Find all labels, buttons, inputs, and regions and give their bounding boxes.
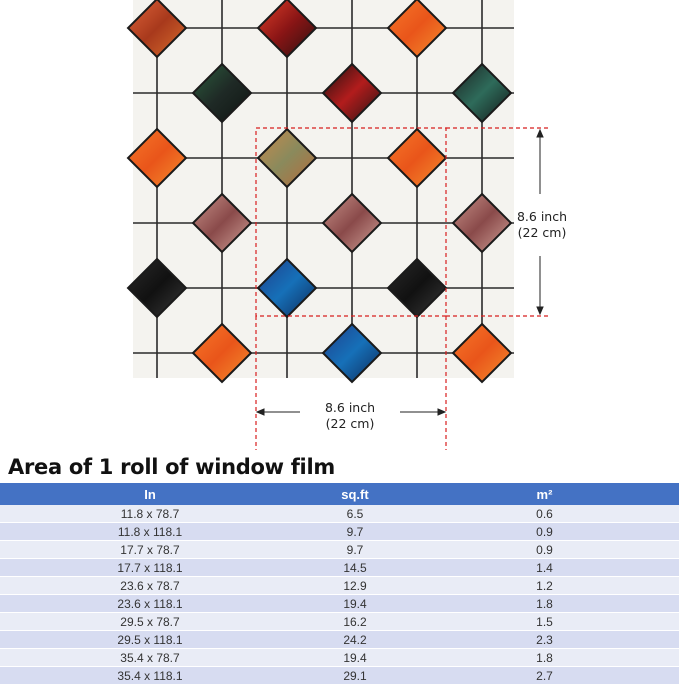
v-arrowhead-bottom — [537, 307, 543, 314]
cell-size: 35.4 x 78.7 — [0, 649, 300, 667]
cell-m2: 1.2 — [410, 577, 679, 595]
cell-m2: 1.4 — [410, 559, 679, 577]
table-row — [0, 559, 679, 577]
cell-m2: 2.7 — [410, 667, 679, 685]
table-row — [0, 577, 679, 595]
table-row — [0, 523, 679, 541]
column-header-in: In — [0, 483, 300, 505]
cell-size: 35.4 x 118.1 — [0, 667, 300, 685]
table-header-row — [0, 483, 679, 505]
cell-size: 17.7 x 78.7 — [0, 541, 300, 559]
cell-size: 11.8 x 118.1 — [0, 523, 300, 541]
cell-m2: 0.9 — [410, 541, 679, 559]
cell-sqft: 6.5 — [300, 505, 410, 523]
cell-sqft: 9.7 — [300, 523, 410, 541]
table-row — [0, 541, 679, 559]
cell-sqft: 29.1 — [300, 667, 410, 685]
h-arrowhead-left — [257, 409, 264, 415]
v-arrowhead-top — [537, 130, 543, 137]
table-row — [0, 595, 679, 613]
cell-sqft: 12.9 — [300, 577, 410, 595]
cell-m2: 1.8 — [410, 595, 679, 613]
column-header-m2: m² — [410, 483, 679, 505]
table-row — [0, 613, 679, 631]
vertical-dimension-label — [507, 209, 577, 241]
cell-sqft: 19.4 — [300, 649, 410, 667]
horizontal-dimension-inch: 8.6 inch — [324, 400, 376, 415]
vertical-dimension-inch: 8.6 inch — [516, 209, 568, 224]
cell-m2: 0.6 — [410, 505, 679, 523]
cell-m2: 0.9 — [410, 523, 679, 541]
table-row — [0, 631, 679, 649]
h-arrowhead-right — [438, 409, 445, 415]
cell-size: 23.6 x 78.7 — [0, 577, 300, 595]
table-title: Area of 1 roll of window film — [8, 455, 335, 479]
cell-sqft: 9.7 — [300, 541, 410, 559]
pattern-background — [133, 0, 514, 378]
cell-size: 11.8 x 78.7 — [0, 505, 300, 523]
roll-area-table — [0, 483, 679, 685]
cell-m2: 1.8 — [410, 649, 679, 667]
column-header-sqft: sq.ft — [300, 483, 410, 505]
cell-sqft: 19.4 — [300, 595, 410, 613]
cell-m2: 2.3 — [410, 631, 679, 649]
cell-m2: 1.5 — [410, 613, 679, 631]
table-row — [0, 649, 679, 667]
cell-sqft: 14.5 — [300, 559, 410, 577]
cell-sqft: 16.2 — [300, 613, 410, 631]
horizontal-dimension-label — [300, 400, 400, 432]
cell-size: 29.5 x 78.7 — [0, 613, 300, 631]
cell-sqft: 24.2 — [300, 631, 410, 649]
cell-size: 29.5 x 118.1 — [0, 631, 300, 649]
horizontal-dimension-cm: (22 cm) — [325, 416, 375, 431]
table-row — [0, 505, 679, 523]
cell-size: 17.7 x 118.1 — [0, 559, 300, 577]
vertical-dimension-cm: (22 cm) — [517, 225, 567, 240]
cell-size: 23.6 x 118.1 — [0, 595, 300, 613]
